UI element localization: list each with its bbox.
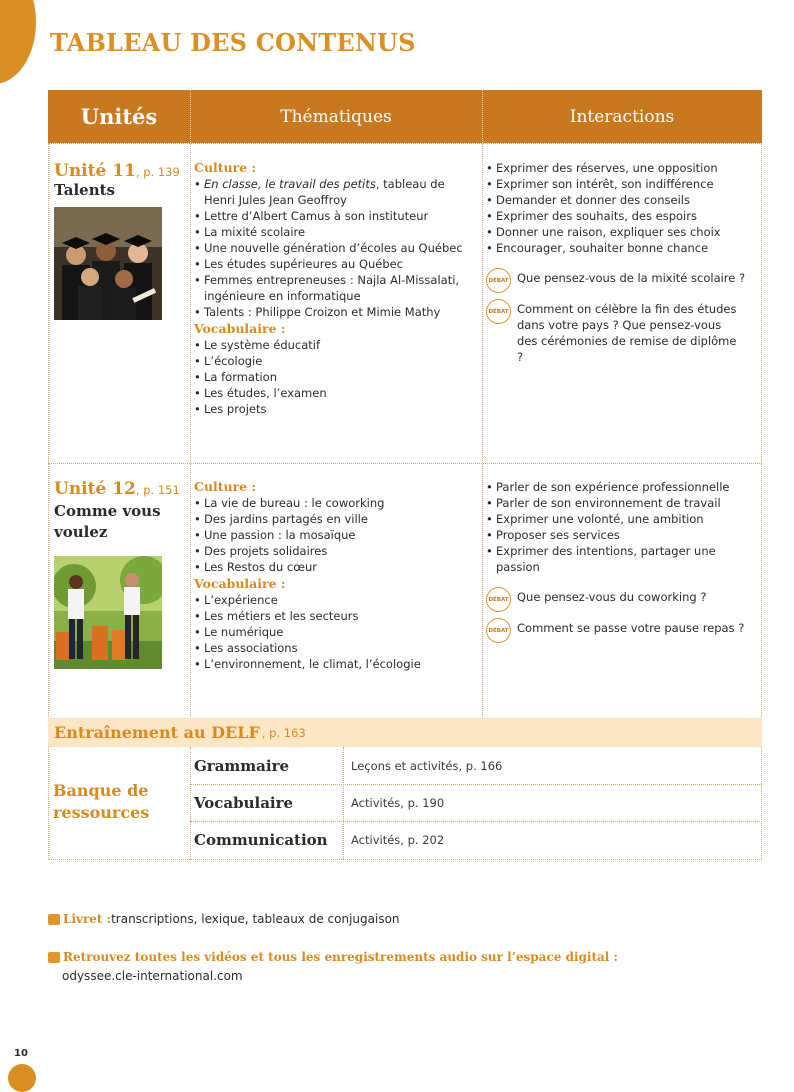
list-item: • Demander et donner des conseils [486,192,760,208]
unit-page-ref: , p. 151 [135,483,180,497]
list-item: • Le système éducatif [194,337,478,353]
list-item: • La mixité scolaire [194,224,478,240]
list-item: • Exprimer son intérêt, son indifférence [486,176,760,192]
header-thematiques: Thématiques [190,90,482,143]
header-interactions: Interactions [482,90,762,143]
list-item: • Les Restos du cœur [194,559,478,575]
livret-text: transcriptions, lexique, tableaux de conjugaison [111,912,400,926]
row-divider [48,463,762,464]
unit-label: Unité 12 [54,479,136,499]
header-unites: Unités [48,90,190,143]
list-item: • Une nouvelle génération d’écoles au Québec [194,240,478,256]
graduates-photo [54,207,162,320]
culture-heading: Culture : [194,160,257,175]
resource-row-grammaire[interactable] [190,747,762,784]
culture-list [194,495,478,575]
debat-question: Que pensez-vous de la mixité scolaire ? [517,271,746,285]
unit-11-thematiques [194,160,478,417]
vocab-heading: Vocabulaire : [194,576,286,591]
debat-item [486,301,760,365]
list-item: • L’expérience [194,592,478,608]
debat-badge-icon: DÉBAT [486,618,511,643]
unit-11-name: Talents [54,181,115,199]
page-number: 10 [14,1048,28,1059]
list-item: • La formation [194,369,478,385]
list-item: • Proposer ses services [486,527,760,543]
list-item: • L’environnement, le climat, l’écologie [194,656,478,672]
resource-value: Activités, p. 202 [351,832,445,847]
list-item: • Parler de son expérience professionnelle [486,479,760,495]
resource-name: Communication [194,830,328,849]
list-item: • Parler de son environnement de travail [486,495,760,511]
unit-11-interactions [486,160,760,365]
debat-badge-icon: DÉBAT [486,299,511,324]
debat-item [486,270,760,293]
interactions-list [486,479,760,575]
header-divider [190,90,191,143]
digital-label: Retrouvez toutes les vidéos et tous les enregistrements audio sur l’espace digital : [63,950,618,964]
interactions-list [486,160,760,256]
vocab-list [194,337,478,417]
debat-question: Que pensez-vous du coworking ? [517,590,707,604]
debat-badge-icon: DÉBAT [486,268,511,293]
list-item: • Exprimer des souhaits, des espoirs [486,208,760,224]
contents-table [48,90,762,860]
list-item: • Talents : Philippe Croizon et Mimie Mathy [194,304,478,320]
bullet-square-icon [48,952,60,963]
livret-label: Livret : [63,912,112,926]
list-item [194,176,478,208]
artwork-desc: , tableau de Henri Jules Jean Geoffroy [204,177,445,207]
resource-value: Leçons et activités, p. 166 [351,758,503,773]
list-item: • Encourager, souhaiter bonne chance [486,240,760,256]
debat-question: Comment on célèbre la fin des études dans votre pays ? Que pensez-vous des cérémonies de remise de diplôme ? [517,302,737,364]
resources-label: Banque de ressources [53,781,150,822]
list-item: • Les associations [194,640,478,656]
list-item: • Exprimer une volonté, une ambition [486,511,760,527]
culture-list [194,176,478,320]
list-item: • Lettre d’Albert Camus à son instituteur [194,208,478,224]
bullet-square-icon [48,914,60,925]
unit-label: Unité 11 [54,161,136,181]
list-item: • La vie de bureau : le coworking [194,495,478,511]
culture-heading: Culture : [194,479,257,494]
list-item: • Le numérique [194,624,478,640]
unit-12-thematiques [194,479,478,672]
unit-12-name: Comme vous voulez [54,502,161,541]
debat-item [486,589,760,612]
vocab-list [194,592,478,672]
column-divider [482,143,483,717]
list-item: • Donner une raison, expliquer ses choix [486,224,760,240]
page-title: TABLEAU DES CONTENUS [50,28,416,57]
digital-note [48,950,618,964]
header-divider [482,90,483,143]
garden-photo [54,556,162,669]
unit-11-title[interactable] [54,161,180,181]
unit-12-interactions [486,479,760,643]
list-item: • Des jardins partagés en ville [194,511,478,527]
list-item: • L’écologie [194,353,478,369]
debat-badge-icon: DÉBAT [486,587,511,612]
unit-12-title[interactable] [54,479,180,499]
vocab-heading: Vocabulaire : [194,321,286,336]
corner-decoration [8,1064,36,1092]
list-item: • Les projets [194,401,478,417]
livret-note [48,912,400,926]
column-divider [190,143,191,717]
list-item: • Les études, l’examen [194,385,478,401]
list-item: • Exprimer des intentions, partager une passion [486,543,760,575]
list-item: • Femmes entrepreneuses : Najla Al-Missalati, ingénieure en informatique [194,272,478,304]
corner-decoration [0,0,36,84]
resource-name: Vocabulaire [194,793,294,812]
list-item: • Une passion : la mosaïque [194,527,478,543]
delf-title: Entraînement au DELF [54,723,260,742]
delf-page-ref: , p. 163 [261,725,306,740]
resource-name: Grammaire [194,756,290,775]
resource-value: Activités, p. 190 [351,795,445,810]
resource-row-communication[interactable] [190,821,762,858]
resource-row-vocabulaire[interactable] [190,784,762,821]
delf-section[interactable] [48,718,762,747]
debat-question: Comment se passe votre pause repas ? [517,621,745,635]
list-item: • Les études supérieures au Québec [194,256,478,272]
list-item: • Des projets solidaires [194,543,478,559]
digital-url-link[interactable]: odyssee.cle-international.com [62,969,243,983]
unit-page-ref: , p. 139 [135,165,180,179]
list-item: • Exprimer des réserves, une opposition [486,160,760,176]
artwork-title: En classe, le travail des petits [204,177,376,191]
debat-item [486,620,760,643]
list-item: • Les métiers et les secteurs [194,608,478,624]
